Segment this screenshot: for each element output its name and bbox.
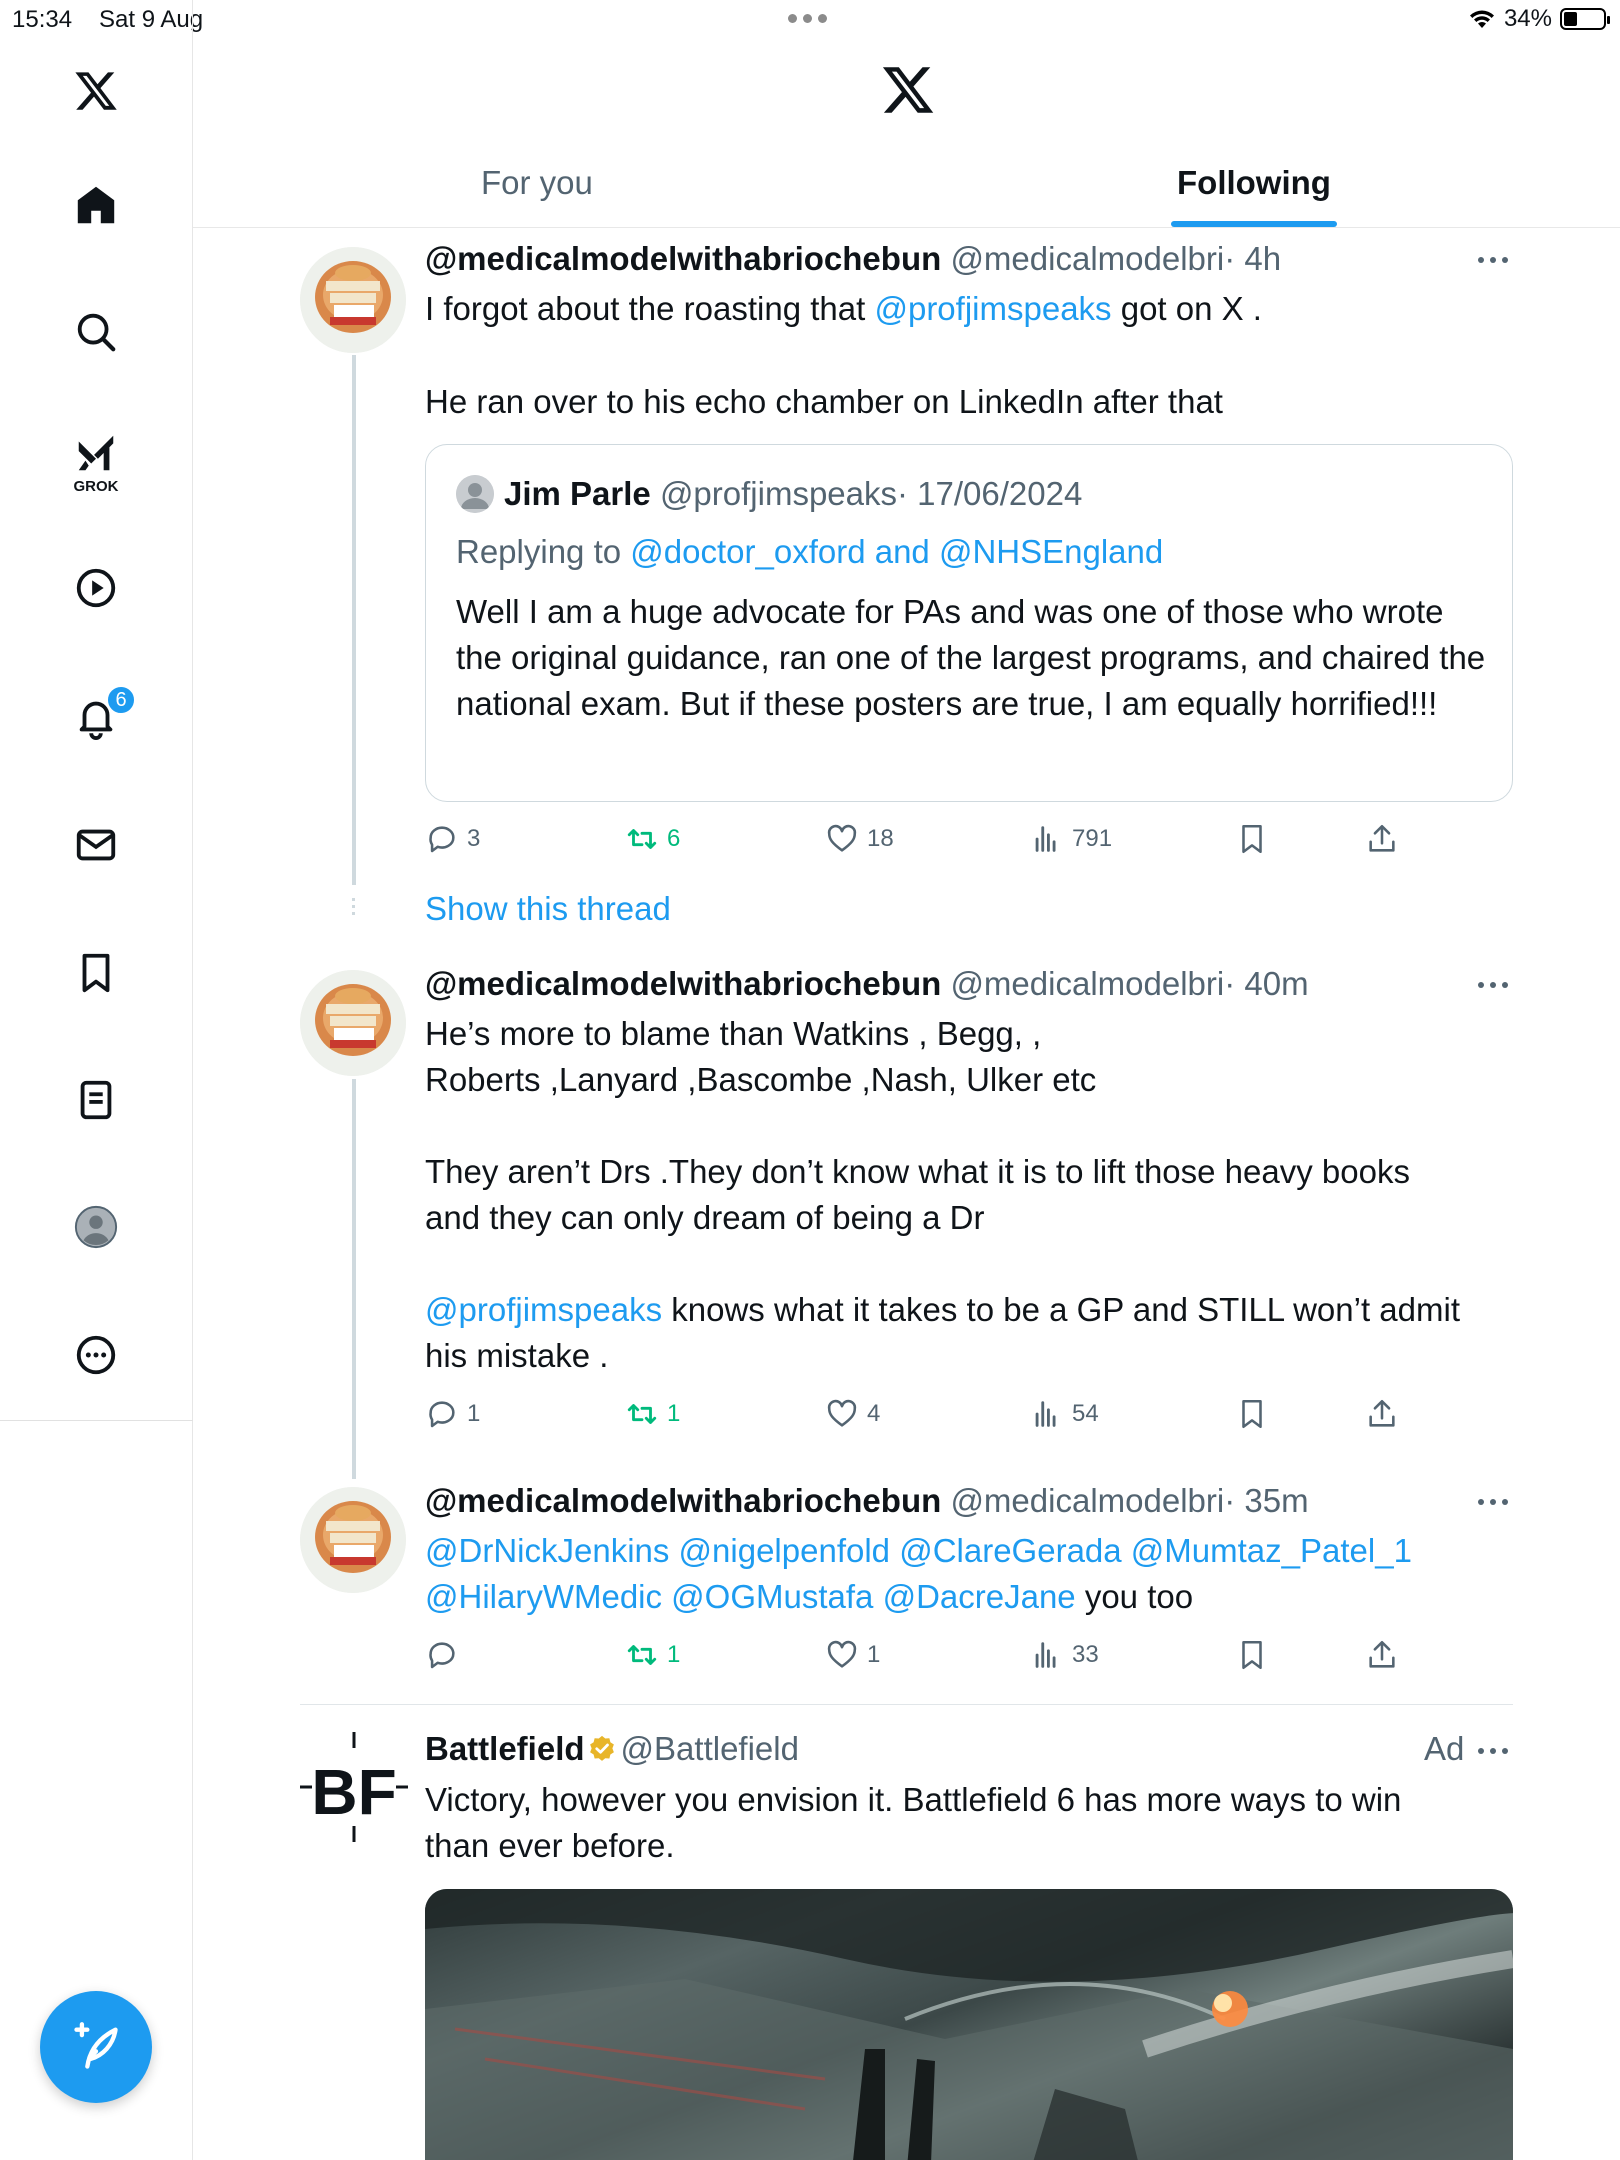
- more-options-icon[interactable]: [1478, 1495, 1512, 1509]
- quote-text: Well I am a huge advocate for PAs and was one of those who wrote the original guidance, ran one of the largest programs, and chaired the national exam. But if these posters are true, I am equally horrified!!!: [456, 593, 1486, 722]
- thread-gap-dots: [352, 898, 356, 915]
- more-circle-icon[interactable]: [67, 1326, 125, 1384]
- battery-icon: [1560, 8, 1606, 30]
- avatar[interactable]: [300, 1487, 406, 1593]
- quote-author-name: Jim Parle: [504, 475, 651, 512]
- share-icon: [1365, 1638, 1399, 1672]
- search-icon[interactable]: [67, 303, 125, 361]
- author-name[interactable]: @medicalmodelwithabriochebun: [425, 1482, 942, 1519]
- lists-icon[interactable]: [67, 1071, 125, 1129]
- replying-prefix: Replying to: [456, 533, 631, 570]
- tab-selected-indicator: [1171, 221, 1337, 227]
- sidebar: [0, 0, 193, 2160]
- share-icon: [1365, 1397, 1399, 1431]
- heart-icon: [825, 1397, 859, 1431]
- battlefield-logo[interactable]: [300, 1732, 408, 1842]
- like-button[interactable]: [825, 1638, 880, 1672]
- reply-button[interactable]: [425, 1397, 480, 1431]
- views-icon: [1030, 822, 1064, 856]
- status-time: 15:34: [12, 6, 73, 33]
- view-count: 791: [1072, 825, 1113, 852]
- tweet-text: [425, 286, 1262, 332]
- tweet-text-line: They aren’t Drs .They don’t know what it is to lift those heavy books: [425, 1153, 1410, 1190]
- tweet-author[interactable]: [425, 965, 1309, 1003]
- mail-icon[interactable]: [67, 816, 125, 874]
- repost-button[interactable]: [625, 1638, 680, 1672]
- views-icon: [1030, 1638, 1064, 1672]
- tweet-actions: [425, 1638, 1525, 1678]
- repost-icon: [625, 822, 659, 856]
- home-icon[interactable]: [67, 176, 125, 234]
- repost-icon: [625, 1397, 659, 1431]
- bookmark-button[interactable]: [1235, 1638, 1269, 1672]
- verified-badge-icon: [587, 1734, 617, 1764]
- quote-avatar: [456, 475, 494, 513]
- tweet-time[interactable]: · 4h: [1224, 240, 1282, 277]
- like-button[interactable]: [825, 1397, 880, 1431]
- reply-icon: [425, 1638, 459, 1672]
- x-logo-icon[interactable]: [67, 62, 125, 120]
- logo-text: BF: [311, 1756, 397, 1828]
- author-handle[interactable]: @medicalmodelbri: [950, 240, 1225, 277]
- mention-links[interactable]: @DrNickJenkins @nigelpenfold @ClareGerada @Mumtaz_Patel_1: [425, 1532, 1412, 1569]
- like-count: 18: [867, 825, 894, 852]
- tweet-text-line: and they can only dream of being a Dr: [425, 1199, 985, 1236]
- tweet-actions: [425, 822, 1525, 862]
- ad-author[interactable]: [425, 1730, 799, 1768]
- tweet-mentions-line: [425, 1528, 1412, 1574]
- thread-line: [352, 1079, 356, 1479]
- ad-text-line: Victory, however you envision it. Battlefield 6 has more ways to win: [425, 1781, 1402, 1818]
- tab-following[interactable]: Following: [1177, 164, 1331, 201]
- like-count: 1: [867, 1641, 881, 1668]
- reply-button[interactable]: [425, 1638, 467, 1672]
- grok-label: GROK: [73, 478, 119, 495]
- tweet-text-line: [425, 1287, 1460, 1333]
- status-bar: [0, 0, 1620, 40]
- thread-line: [352, 355, 356, 885]
- bookmark-icon[interactable]: [67, 944, 125, 1002]
- share-button[interactable]: [1365, 822, 1399, 856]
- view-count: 33: [1072, 1641, 1099, 1668]
- bookmark-outline-icon: [1235, 1638, 1269, 1672]
- mention-link[interactable]: @profjimspeaks: [425, 1291, 663, 1328]
- wifi-icon: [1468, 8, 1496, 30]
- views-button[interactable]: [1030, 1397, 1099, 1431]
- grok-icon[interactable]: [67, 424, 125, 482]
- avatar[interactable]: [300, 247, 406, 353]
- views-button[interactable]: [1030, 1638, 1099, 1672]
- share-button[interactable]: [1365, 1638, 1399, 1672]
- bookmark-outline-icon: [1235, 1397, 1269, 1431]
- tweet-mentions-line: [425, 1574, 1193, 1620]
- tweet-text-line: He ran over to his echo chamber on LinkedIn after that: [425, 383, 1223, 420]
- repost-icon: [625, 1638, 659, 1672]
- mention-links[interactable]: @HilaryWMedic @OGMustafa @DacreJane: [425, 1578, 1076, 1615]
- repost-count: 6: [667, 825, 681, 852]
- tweet-text-part: got on X .: [1111, 290, 1262, 327]
- reply-button[interactable]: [425, 822, 480, 856]
- like-button[interactable]: [825, 822, 894, 856]
- author-handle[interactable]: @medicalmodelbri: [950, 965, 1225, 1002]
- mention-link[interactable]: @profjimspeaks: [874, 290, 1112, 327]
- tweet-text-part: knows what it takes to be a GP and STILL won’t admit: [662, 1291, 1460, 1328]
- ad-label: Ad: [1424, 1730, 1465, 1767]
- quote-author: [504, 475, 1082, 513]
- heart-icon: [825, 822, 859, 856]
- tweet-time[interactable]: · 40m: [1224, 965, 1309, 1002]
- bookmark-button[interactable]: [1235, 822, 1269, 856]
- reply-count: 1: [467, 1400, 481, 1427]
- repost-button[interactable]: [625, 1397, 680, 1431]
- tweet-author[interactable]: [425, 240, 1281, 278]
- views-button[interactable]: [1030, 822, 1112, 856]
- like-count: 4: [867, 1400, 881, 1427]
- timeline-tabs: [193, 140, 1620, 228]
- x-header-logo-icon[interactable]: [879, 62, 937, 118]
- battery-percent: 34%: [1503, 5, 1552, 32]
- ad-text-line: than ever before.: [425, 1827, 675, 1864]
- heart-icon: [825, 1638, 859, 1672]
- tweet-actions: [425, 1397, 1525, 1437]
- more-options-icon[interactable]: [1478, 253, 1512, 267]
- sidebar-divider: [0, 1420, 193, 1421]
- share-button[interactable]: [1365, 1397, 1399, 1431]
- reply-icon: [425, 822, 459, 856]
- reply-icon: [425, 1397, 459, 1431]
- bookmark-button[interactable]: [1235, 1397, 1269, 1431]
- tab-for-you[interactable]: For you: [481, 164, 593, 201]
- author-name[interactable]: @medicalmodelwithabriochebun: [425, 240, 942, 277]
- more-options-icon[interactable]: [1478, 1744, 1512, 1758]
- ad-media-video[interactable]: [425, 1889, 1513, 2160]
- quote-replying-to: [456, 533, 1163, 571]
- tweet-text-part: you too: [1075, 1578, 1194, 1615]
- more-options-icon[interactable]: [1478, 978, 1512, 992]
- bookmark-outline-icon: [1235, 822, 1269, 856]
- profile-icon[interactable]: [67, 1198, 125, 1256]
- tweet-divider: [300, 1704, 1513, 1705]
- tweet-time[interactable]: · 35m: [1224, 1482, 1309, 1519]
- author-handle[interactable]: @medicalmodelbri: [950, 1482, 1225, 1519]
- compose-icon: [70, 2021, 122, 2073]
- tweet-text-line: Roberts ,Lanyard ,Bascombe ,Nash, Ulker etc: [425, 1061, 1097, 1098]
- quoted-tweet[interactable]: [425, 444, 1513, 802]
- repost-count: 1: [667, 1400, 681, 1427]
- quote-author-handle: @profjimspeaks: [659, 475, 898, 512]
- repost-button[interactable]: [625, 822, 680, 856]
- reply-count: 3: [467, 825, 481, 852]
- replying-to-links[interactable]: @doctor_oxford and @NHSEngland: [630, 533, 1164, 570]
- repost-count: 1: [667, 1641, 681, 1668]
- author-name[interactable]: @medicalmodelwithabriochebun: [425, 965, 942, 1002]
- tweet-text-line: his mistake .: [425, 1337, 609, 1374]
- show-thread-link[interactable]: Show this thread: [425, 890, 671, 927]
- notification-badge: 6: [106, 685, 136, 715]
- avatar[interactable]: [300, 970, 406, 1076]
- multitasking-dots[interactable]: [788, 14, 827, 23]
- tweet-author[interactable]: [425, 1482, 1309, 1520]
- quote-date: · 17/06/2024: [897, 475, 1083, 512]
- view-count: 54: [1072, 1400, 1099, 1427]
- video-icon[interactable]: [67, 559, 125, 617]
- tweet-text-line: He’s more to blame than Watkins , Begg, ,: [425, 1015, 1042, 1052]
- views-icon: [1030, 1397, 1064, 1431]
- battlefield-scene-image: [425, 1889, 1513, 2160]
- compose-button[interactable]: [40, 1991, 152, 2103]
- tweet-text-part: I forgot about the roasting that: [425, 290, 875, 327]
- ad-author-name[interactable]: Battlefield: [425, 1730, 585, 1767]
- ad-author-handle[interactable]: @Battlefield: [620, 1730, 799, 1767]
- status-date: Sat 9 Aug: [99, 6, 204, 33]
- share-icon: [1365, 822, 1399, 856]
